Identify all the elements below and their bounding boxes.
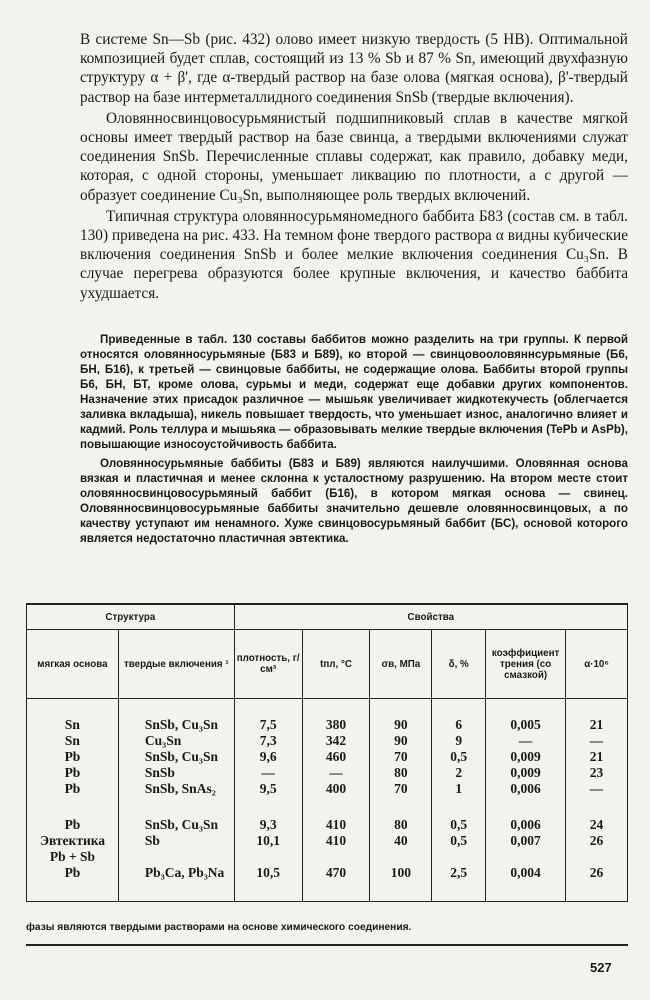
- cell-hard: SnSb: [118, 765, 234, 781]
- cell-delta: 9: [432, 733, 486, 749]
- cell-sigma: 70: [370, 749, 432, 765]
- col-header-tmelt: tпл, °С: [302, 630, 370, 699]
- col-header-hard: твердые включения ¹: [118, 630, 234, 699]
- cell-soft: Pb: [27, 797, 119, 833]
- cell-density: [234, 849, 302, 865]
- small-paragraph-2: Оловянносурьмяные баббиты (Б83 и Б89) являются наилучшими. Оловянная основа вязкая и пластичная и менее склонна к усталостному разрушению. На втором месте стоит оловянносвинцовосурьмяный баббит (Б16), в котором мягкая основа — свинец. Оловянносвинцовосурьмяные баббиты значительно дешевле оловянносвинцовых, а по качеству уступают им ненамного. Хуже свинцовосурьмяный баббит (БС), основой которого является недостаточно пластичная эвтектика.: [80, 457, 628, 545]
- cell-alpha: 23: [566, 765, 628, 781]
- small-print-text: [80, 332, 628, 550]
- small-paragraph-1: Приведенные в табл. 130 составы баббитов можно разделить на три группы. К первой относятся оловянносурьмяные (Б83 и Б89), ко второй — свинцовооловяннсурьмяные (Б6, БН, Б16), к третьей — свинцовые баббиты, не содержащие олова. Баббиты второй группы Б6, БН, БТ, кроме олова, сурьмы и меди, содержат еще добавки других компонентов. Назначение этих присадок различное — мышьяк увеличивает жидкотекучесть (облегчается заливка вкладыша), никель повышает твердость, что уменьшает износ, аналогично влияет и кадмий. Роль теллура и мышьяка — образовывать мелкие твердые включения (TePb и AsPb), повышающие износоустойчивость баббита.: [80, 333, 628, 451]
- table-row: [27, 781, 628, 797]
- paragraph-1: В системе Sn—Sb (рис. 432) олово имеет низкую твердость (5 НВ). Оптимальной композицией будет сплав, состоящий из 13 % Sb и 87 % Sn, имеющий двухфазную структуру α + β', где α-твердый раствор на базе олова (мягкая основа), β'-твердый раствор на базе интерметаллидного соединения SnSb (твердые включения).: [80, 31, 628, 106]
- cell-friction: 0,006: [486, 797, 566, 833]
- group-header-structure: Структура: [27, 604, 235, 630]
- babbit-properties-table: [26, 603, 628, 902]
- cell-alpha: 26: [566, 865, 628, 902]
- cell-delta: [432, 849, 486, 865]
- cell-tmelt: 460: [302, 749, 370, 765]
- col-header-sigma: σв, МПа: [370, 630, 432, 699]
- cell-friction: 0,009: [486, 749, 566, 765]
- cell-hard: Pb₃Ca, Pb₃Na: [118, 865, 234, 902]
- cell-delta: 0,5: [432, 749, 486, 765]
- cell-friction: 0,009: [486, 765, 566, 781]
- cell-soft: Pb + Sb: [27, 849, 119, 865]
- cell-delta: 2: [432, 765, 486, 781]
- cell-hard: SnSb, Cu₃Sn: [118, 797, 234, 833]
- cell-density: 9,6: [234, 749, 302, 765]
- cell-sigma: 100: [370, 865, 432, 902]
- cell-hard: SnSb, SnAs₂: [118, 781, 234, 797]
- table-row: [27, 849, 628, 865]
- cell-tmelt: 470: [302, 865, 370, 902]
- cell-delta: 6: [432, 699, 486, 734]
- table-row: [27, 833, 628, 849]
- table-row: [27, 765, 628, 781]
- cell-alpha: —: [566, 733, 628, 749]
- group-header-properties: Свойства: [234, 604, 627, 630]
- paragraph-3: Типичная структура оловянносурьмяномедного баббита Б83 (состав см. в табл. 130) приведена на рис. 433. На темном фоне твердого раствора α видны кубические включения соединения SnSb и более мелкие включения соединения Cu₃Sn. В случае перегрева образуются более крупные включения, и качество баббита ухудшается.: [80, 207, 628, 302]
- cell-sigma: 70: [370, 781, 432, 797]
- cell-friction: 0,005: [486, 699, 566, 734]
- cell-friction: [486, 849, 566, 865]
- cell-alpha: 21: [566, 699, 628, 734]
- cell-density: 9,5: [234, 781, 302, 797]
- cell-density: 10,5: [234, 865, 302, 902]
- table-footnote: фазы являются твердыми растворами на основе химического соединения.: [26, 922, 412, 933]
- cell-tmelt: 410: [302, 797, 370, 833]
- col-header-delta: δ, %: [432, 630, 486, 699]
- cell-sigma: 90: [370, 733, 432, 749]
- cell-alpha: [566, 849, 628, 865]
- cell-friction: 0,004: [486, 865, 566, 902]
- cell-alpha: 24: [566, 797, 628, 833]
- table-row: [27, 699, 628, 734]
- cell-delta: 2,5: [432, 865, 486, 902]
- cell-alpha: —: [566, 781, 628, 797]
- cell-tmelt: 380: [302, 699, 370, 734]
- cell-soft: Pb: [27, 765, 119, 781]
- cell-tmelt: 400: [302, 781, 370, 797]
- cell-tmelt: 342: [302, 733, 370, 749]
- cell-sigma: [370, 849, 432, 865]
- cell-friction: 0,006: [486, 781, 566, 797]
- cell-sigma: 40: [370, 833, 432, 849]
- cell-delta: 0,5: [432, 797, 486, 833]
- table-row: [27, 749, 628, 765]
- cell-sigma: 80: [370, 765, 432, 781]
- page-number: 527: [590, 960, 612, 975]
- cell-hard: SnSb, Cu₃Sn: [118, 699, 234, 734]
- cell-density: 9,3: [234, 797, 302, 833]
- cell-delta: 1: [432, 781, 486, 797]
- cell-density: 7,3: [234, 733, 302, 749]
- cell-soft: Эвтектика: [27, 833, 119, 849]
- table-row: [27, 797, 628, 833]
- cell-density: 10,1: [234, 833, 302, 849]
- cell-tmelt: [302, 849, 370, 865]
- cell-friction: —: [486, 733, 566, 749]
- cell-alpha: 26: [566, 833, 628, 849]
- footnote-rule: [26, 944, 628, 946]
- cell-sigma: 80: [370, 797, 432, 833]
- cell-sigma: 90: [370, 699, 432, 734]
- cell-hard: [118, 849, 234, 865]
- cell-soft: Pb: [27, 865, 119, 902]
- cell-hard: Sb: [118, 833, 234, 849]
- table-row: [27, 733, 628, 749]
- col-header-density: плотность, г/см³: [234, 630, 302, 699]
- cell-soft: Sn: [27, 699, 119, 734]
- table-row: [27, 865, 628, 902]
- cell-soft: Pb: [27, 749, 119, 765]
- col-header-alpha: α·10⁶: [566, 630, 628, 699]
- cell-soft: Sn: [27, 733, 119, 749]
- paragraph-2: Оловянносвинцовосурьмянистый подшипниковый сплав в качестве мягкой основы имеет твердый раствор на базе свинца, а твердыми включениями служат соединения SnSb. Перечисленные сплавы содержат, как правило, добавку меди, которая, с одной стороны, уменьшает ликвацию по плотности, а с другой — образует соединение Cu₃Sn, выполняющее роль твердых включений.: [80, 109, 628, 204]
- cell-friction: 0,007: [486, 833, 566, 849]
- cell-hard: SnSb, Cu₃Sn: [118, 749, 234, 765]
- cell-soft: Pb: [27, 781, 119, 797]
- cell-tmelt: 410: [302, 833, 370, 849]
- main-text: [80, 30, 628, 305]
- cell-tmelt: —: [302, 765, 370, 781]
- cell-hard: Cu₃Sn: [118, 733, 234, 749]
- cell-density: —: [234, 765, 302, 781]
- col-header-soft: мягкая основа: [27, 630, 119, 699]
- table-body: [27, 699, 628, 902]
- col-header-friction: коэффициент трения (со смазкой): [486, 630, 566, 699]
- cell-alpha: 21: [566, 749, 628, 765]
- cell-density: 7,5: [234, 699, 302, 734]
- cell-delta: 0,5: [432, 833, 486, 849]
